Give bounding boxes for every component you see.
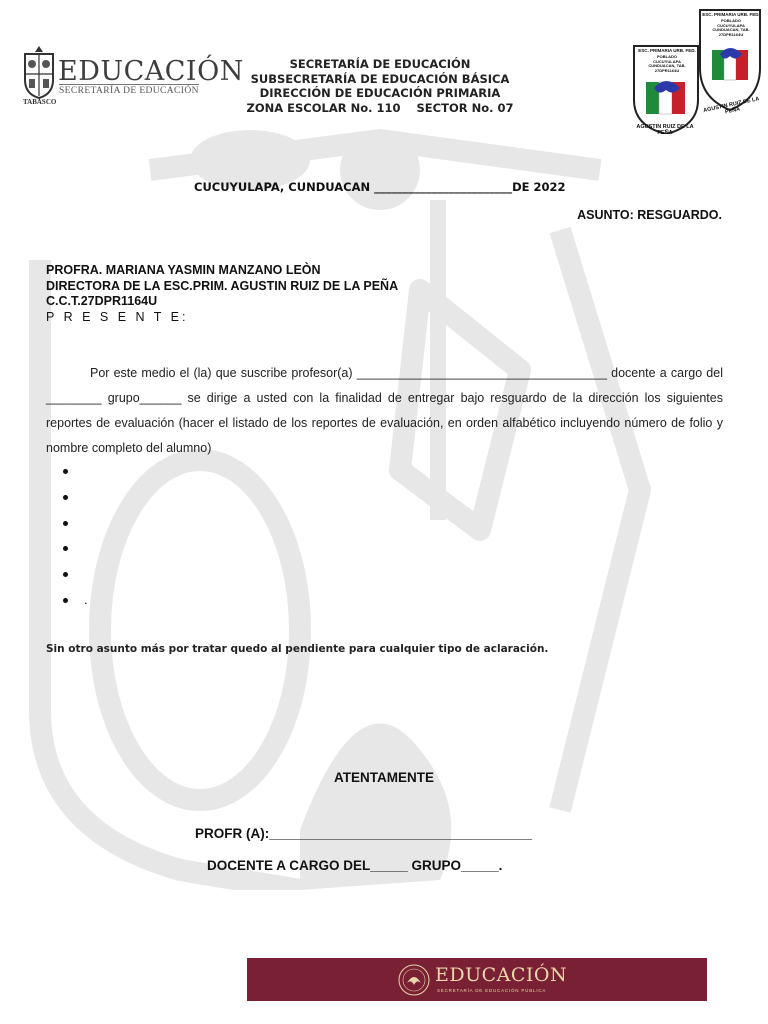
list-item (63, 587, 88, 613)
logo-state: TABASCO (23, 98, 57, 106)
date-line: CUCUYULAPA, CUNDUACAN ________________________DE 2022 (194, 180, 566, 194)
badge-inner-text (710, 19, 752, 37)
list-item (63, 458, 88, 484)
badge-inner-line: 27DPR1164U (718, 31, 744, 37)
bullet-icon (63, 598, 68, 603)
badge-inner-line: CUNDUACAN, TAB. (648, 63, 686, 69)
eagle-seal-icon (397, 963, 431, 997)
header-line: SUBSECRETARÍA DE EDUCACIÓN BÁSICA (250, 71, 510, 86)
badge-top-text-front: ESC. PRIMARIA URB. FED. (638, 48, 696, 53)
addressee-name: PROFRA. MARIANA YASMIN MANZANO LEÒN (46, 263, 321, 277)
bullet-icon (63, 495, 68, 500)
tabasco-shield-icon (22, 46, 56, 100)
education-logo (20, 44, 244, 106)
badge-bottom-text-front: AGUSTIN RUIZ DE LA PEÑA (636, 124, 694, 136)
badge-inner-line: 27DPR1164U (654, 67, 680, 73)
list-item-text: . (84, 591, 88, 607)
addressee-title: DIRECTORA DE LA ESC.PRIM. AGUSTIN RUIZ DE LA PEÑA (46, 278, 399, 293)
footer-name: EDUCACIÓN (435, 964, 568, 986)
badge-bottom-text: AGUSTIN RUIZ DE LA PEÑA (702, 96, 760, 116)
docente-line: DOCENTE A CARGO DEL_____ GRUPO_____. (207, 858, 503, 873)
school-badges (626, 6, 766, 134)
signature-line: PROFR (A):___________________________________ (195, 826, 533, 841)
subject-line: ASUNTO: RESGUARDO. (577, 208, 722, 222)
evaluation-report-list (63, 458, 88, 613)
list-item (63, 561, 88, 587)
footer-banner (247, 958, 707, 1001)
closing-text: Sin otro asunto más por tratar quedo al pendiente para cualquier tipo de aclaración. (46, 643, 549, 655)
sign-off: ATENTAMENTE (334, 770, 434, 785)
letter-body (46, 361, 723, 461)
header-line: SECRETARÍA DE EDUCACIÓN (289, 57, 471, 71)
presente-label: P R E S E N T E: (46, 309, 189, 324)
header-line: ZONA ESCOLAR No. 110 SECTOR No. 07 (246, 100, 514, 115)
bullet-icon (63, 546, 68, 551)
header-institution (222, 57, 538, 115)
badge-inner-line: CUCUYULAPA (653, 58, 681, 64)
footer-subtitle: SECRETARÍA DE EDUCACIÓN PÚBLICA (437, 988, 547, 993)
header-line: DIRECCIÓN DE EDUCACIÓN PRIMARIA (259, 86, 501, 100)
badge-inner-text-front (644, 55, 690, 73)
badge-inner-line: POBLADO (721, 18, 741, 23)
badge-inner-line: POBLADO (657, 54, 677, 59)
addressee-block (46, 263, 398, 325)
list-item (63, 484, 88, 510)
list-item (63, 510, 88, 536)
bullet-icon (63, 469, 68, 474)
badge-inner-line: CUCUYULAPA (717, 22, 745, 28)
addressee-cct: C.C.T.27DPR1164U (46, 294, 158, 308)
bullet-icon (63, 521, 68, 526)
badge-inner-line: CUNDUACAN, TAB. (712, 27, 750, 33)
badge-top-text: ESC. PRIMARIA URB. FED. (702, 12, 760, 17)
list-item (63, 535, 88, 561)
bullet-icon (63, 572, 68, 577)
logo-subtitle: SECRETARÍA DE EDUCACIÓN (59, 86, 199, 96)
logo-name: EDUCACIÓN (58, 56, 244, 87)
body-paragraph: Por este medio el (la) que suscribe profesor(a) ____________________________________ docente a cargo del ________ grupo______ se dirige a usted con la finalidad de entregar bajo resguardo de la dirección los siguientes reportes de evaluación (hacer el listado de los reportes de evaluación, en orden alfabético incluyendo número de folio y nombre completo del alumno) (46, 366, 723, 455)
